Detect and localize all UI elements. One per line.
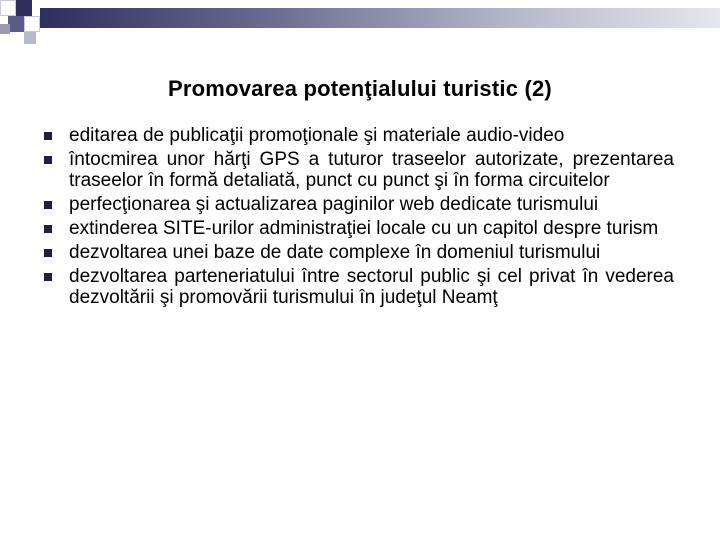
bullet-item [44, 242, 674, 263]
bullet-item [44, 218, 674, 239]
decorative-square [0, 24, 10, 34]
slide-title: Promovarea potenţialului turistic (2) [168, 76, 552, 101]
decorative-square [24, 32, 36, 44]
decorative-square [0, 0, 16, 16]
bullet-text: întocmirea unor hărţi GPS a tuturor traseelor autorizate, prezentarea traseelor în formă detaliată, punct cu punct şi în forma circuitelor [69, 149, 674, 191]
bullet-text: extinderea SITE-urilor administraţiei locale cu un capitol despre turism [69, 218, 659, 239]
decorative-square [16, 0, 32, 16]
square-bullet-icon [44, 156, 52, 164]
square-bullet-icon [44, 249, 52, 257]
bullet-text: editarea de publicaţii promoţionale şi materiale audio-video [69, 125, 565, 146]
bullet-item [44, 194, 674, 215]
square-bullet-icon [44, 201, 52, 209]
square-bullet-icon [44, 225, 52, 233]
header-gradient-bar [40, 8, 720, 28]
decorative-square [8, 16, 24, 32]
decorative-header-band [0, 0, 720, 44]
bullet-list [44, 125, 674, 311]
bullet-text: dezvoltarea unei baze de date complexe în domeniul turismului [69, 242, 601, 263]
square-bullet-icon [44, 132, 52, 140]
bullet-item [44, 266, 674, 308]
bullet-text: dezvoltarea parteneriatului între sectorul public şi cel privat în vederea dezvoltării şi promovării turismului în judeţul Neamţ [69, 266, 674, 308]
bullet-text: perfecţionarea şi actualizarea paginilor web dedicate turismului [69, 194, 599, 215]
square-bullet-icon [44, 273, 52, 281]
decorative-square [24, 16, 40, 32]
bullet-item [44, 125, 674, 146]
bullet-item [44, 149, 674, 191]
